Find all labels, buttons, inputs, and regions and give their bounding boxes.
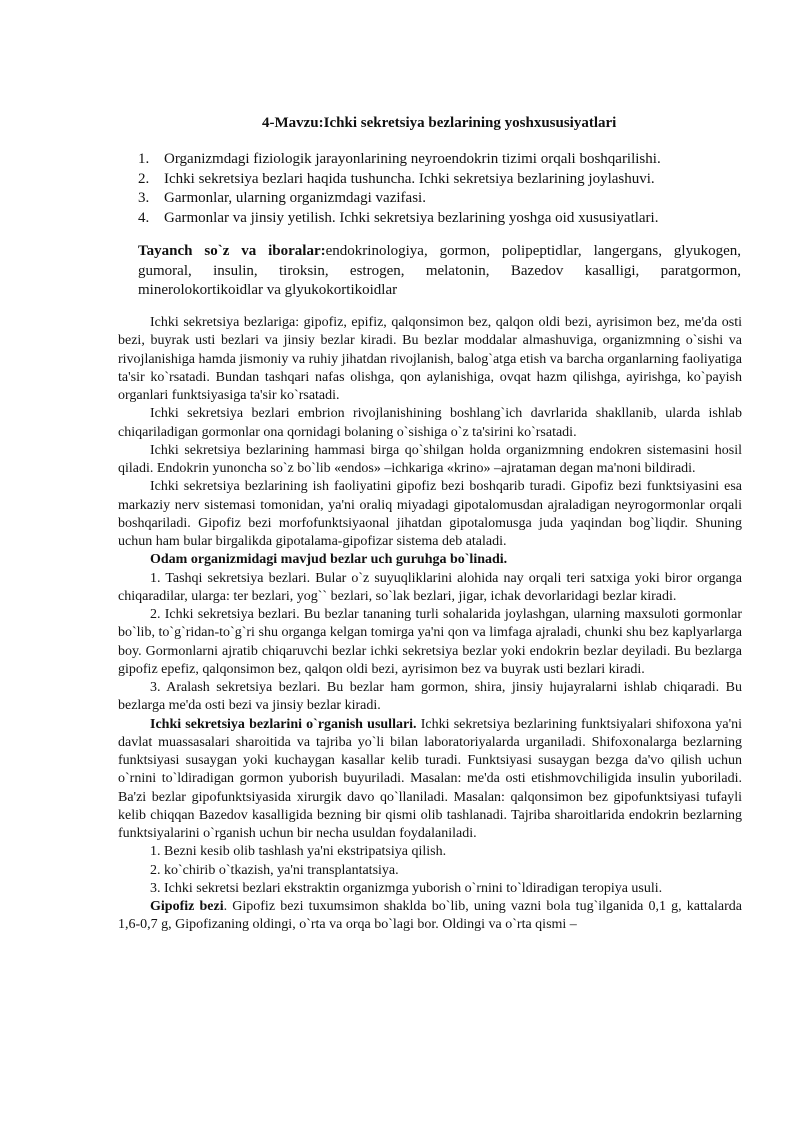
topic-text: Ichki sekretsiya bezlari haqida tushuncha. Ichki sekretsiya bezlarining joylashuvi.	[164, 170, 655, 187]
paragraph: 1. Tashqi sekretsiya bezlari. Bular o`z suyuqliklarini alohida nay orqali teri satxiga yoki biror organga chiqaradilar, ularga: ter bezlari, yog`` bezlari, so`lak bezlari, jigar, ichak devorlaridagi bezlar kiradi.	[118, 570, 742, 604]
topic-number: 1.	[138, 151, 150, 167]
topic-text: Garmonlar va jinsiy yetilish. Ichki sekretsiya bezlarining yoshga oid xususiyatlari.	[164, 209, 659, 226]
paragraph: Ichki sekretsiya bezlari embrion rivojlanishining boshlang`ich davrlarida shakllanib, ularda ishlab chiqariladigan gormonlar ona qornidagi bolaning o`sishiga o`z ta'sirini ko`rsatadi.	[118, 406, 742, 440]
title-prefix: 4-Mavzu:	[262, 115, 324, 131]
topic-text: Garmonlar, ularning organizmdagi vazifasi.	[164, 190, 426, 207]
keywords-text: endokrinologiya, gormon, polipeptidlar, langergans, glyukogen, gumoral, insulin, tiroksin, estrogen, melatonin, Bazedov kasalligi, paratgormon, minerolokortikoidlar va glyukokortikoidlar	[138, 243, 741, 299]
topic-list	[138, 150, 738, 228]
topic-item	[138, 170, 738, 190]
topic-text: Organizmdagi fiziologik jarayonlarining neyroendokrin tizimi orqali boshqarilishi.	[164, 151, 661, 167]
paragraph: Ichki sekretsiya bezlarining ish faoliyatini gipofiz bezi boshqarib turadi. Gipofiz bezi funktsiyasini esa markaziy nerv sistemasi tomonidan, ya'ni oraliq miyadagi gipotalomusdan ajraladigan neyrogormonlar orqali boshqariladi. Gipofiz bezi morfofunktsiyaonal jihatdan gipotalomusga juda yaqindan bog`liqdir. Shuning uchun ham bular birgalikda gipotalama-gipofizar sistema deb ataladi.	[118, 479, 742, 549]
topic-number: 3.	[138, 190, 150, 207]
paragraph: Ichki sekretsiya bezlarining hammasi birga qo`shilgan holda organizmning endokren sistemasini hosil qiladi. Endokrin yunoncha so`z bo`lib «endos» –ichkariga «krino» –ajrataman degan ma'noni bildiradi.	[118, 442, 742, 476]
topic-item	[138, 209, 738, 229]
paragraph: Ichki sekretsiya bezlariga: gipofiz, epifiz, qalqonsimon bez, qalqon oldi bezi, ayrisimon bez, me'da osti bezi, buyrak usti bezlari va jinsiy bezlar kiradi. Bu bezlar moddalar almashuviga, organizmning o`sishi va rivojlanishiga hamda jismoniy va ruhiy jihatdan rivojlanish, balog`atga etish va barcha organlarning faoliyatiga ta'sir ko`rsatadi. Bundan tashqari nafas olishga, qon aylanishiga, ovqat hazm qilishga, ayirishga, ko`payish organlari funktsiyasiga ta'sir ko`rsatadi.	[118, 315, 742, 403]
section-heading: Odam organizmidagi mavjud bezlar uch guruhga bo`linadi.	[150, 552, 508, 568]
keywords-label: Tayanch so`z va iboralar:	[138, 243, 326, 259]
topic-item	[138, 150, 738, 170]
paragraph: 2. Ichki sekretsiya bezlari. Bu bezlar tananing turli sohalarida joylashgan, ularning maxsuloti gormonlar bo`lib, to`g`ridan-to`g`ri shu organga kelgan tomirga ya'ni qon va limfaga ajraladi, chunki shu bez kaplyarlarga boy. Gormonlarni ajratib chiqaruvchi bezlar ichki sekretsiya bezlar yoki endokrin bezlar deyiladi. Bu bezlarga gipofiz epefiz, qalqonsimon bez, qalqon oldi bezi, ayrisimon bez va buyrak usti bezlari kiradi.	[118, 607, 742, 677]
page-title	[262, 115, 616, 132]
topic-item	[138, 189, 738, 209]
body-text	[118, 314, 742, 935]
method-item: 3. Ichki sekretsi bezlari ekstraktin organizmga yuborish o`rnini to`ldiradigan teropiya usuli.	[150, 880, 663, 896]
topic-number: 4.	[138, 209, 150, 226]
paragraph	[118, 716, 742, 844]
paragraph-lead: Ichki sekretsiya bezlarini o`rganish usullari.	[150, 716, 417, 732]
paragraph-text: . Gipofiz bezi tuxumsimon shaklda bo`lib, uning vazni bola tug`ilganida 0,1 g, kattalarda 1,6-0,7 g, Gipofizaning oldingi, o`rta va orqa bo`lagi bor. Oldingi va o`rta qismi –	[118, 899, 742, 933]
method-item: 1. Bezni kesib olib tashlash ya'ni ekstripatsiya qilish.	[150, 844, 447, 860]
title-main: Ichki sekretsiya bezlarining yoshxususiyatlari	[323, 115, 617, 131]
paragraph: 3. Aralash sekretsiya bezlari. Bu bezlar ham gormon, shira, jinsiy hujayralarni ishlab chiqaradi. Bu bezlarga me'da osti bezi va jinsiy bezlar kiradi.	[118, 680, 742, 714]
topic-number: 2.	[138, 170, 150, 187]
paragraph-lead: Gipofiz bezi	[150, 899, 224, 914]
paragraph	[118, 898, 742, 935]
paragraph-text: Ichki sekretsiya bezlarining funktsiyalari shifoxona ya'ni davlat muassasalari sharoitida va tajriba yo`li bilan laboratoriyalarda urganiladi. Shifoxonalarga bezlarning funktsiyasi susaygan yoki kuchaygan kasallar kelib turadi. Funktsiyasi susaygan bezga da'vo qilish uchun o`rnini to`ldiradigan gormon yuborish buyuriladi. Masalan: me'da osti etishmovchiligida insulin yuboriladi. Ba'zi bezlar gipofunktsiyasida xirurgik davo qo`llaniladi. Masalan: qalqonsimon bez gipofunktsiyasi tufayli kelib chiqqan Bazedov kasalligida bezning bir qismi olib tashlanadi. Tajriba sharoitlarida endokrin bezlarning funktsiyalarini o`rganish uchun bir necha usuldan foydalaniladi.	[118, 716, 742, 841]
method-item: 2. ko`chirib o`tkazish, ya'ni transplantatsiya.	[150, 862, 399, 878]
keywords-block	[138, 242, 741, 301]
